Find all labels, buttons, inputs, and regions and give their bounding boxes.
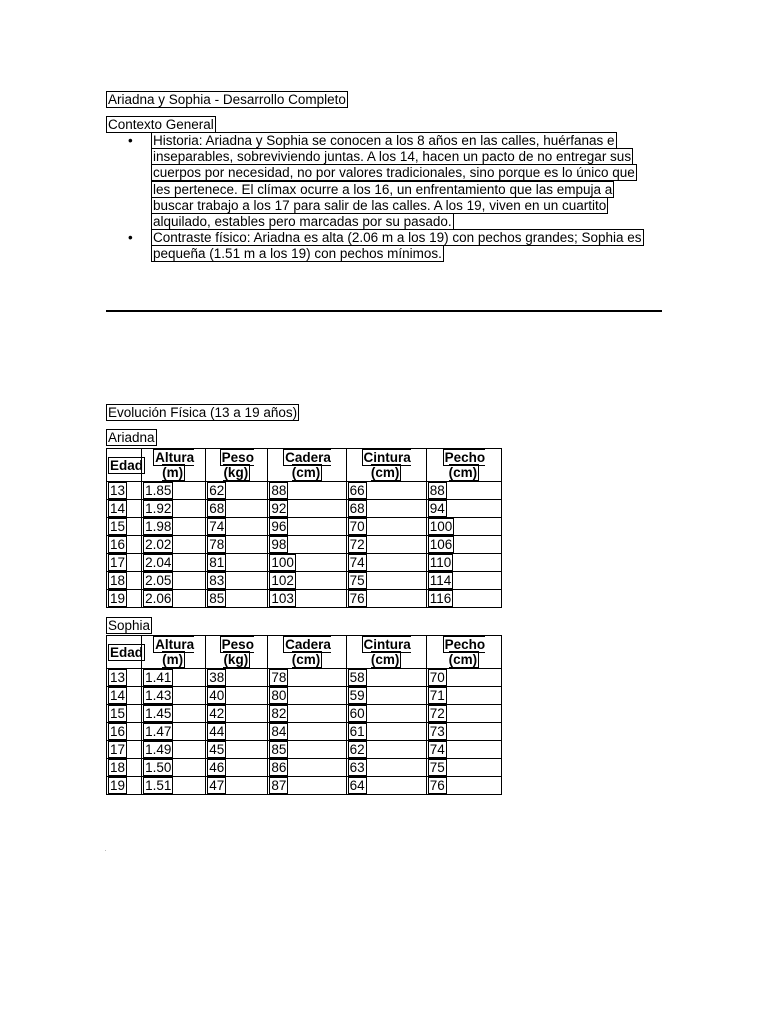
table-cell: 38: [206, 669, 268, 687]
table-row: [107, 536, 502, 554]
table-cell: 2.02: [142, 536, 206, 554]
table-label-ariadna: Ariadna: [108, 430, 155, 445]
document-title: Ariadna y Sophia - Desarrollo Completo: [108, 92, 346, 107]
sophia-table-body: [107, 669, 502, 795]
table-cell: 98: [268, 536, 346, 554]
table-cell: 19: [107, 777, 142, 795]
table-cell: 59: [346, 687, 426, 705]
table-cell: 68: [206, 500, 268, 518]
table-row: [107, 705, 502, 723]
section-heading-evolution: Evolución Física (13 a 19 años): [108, 405, 298, 420]
table-cell: 70: [426, 669, 501, 687]
table-cell: 14: [107, 500, 142, 518]
table-cell: 1.50: [142, 759, 206, 777]
table-cell: 61: [346, 723, 426, 741]
table-header-row: [107, 636, 502, 669]
table-cell: 86: [268, 759, 346, 777]
table-cell: 74: [426, 741, 501, 759]
table-cell: 92: [268, 500, 346, 518]
header-edad: Edad: [107, 449, 142, 482]
table-cell: 1.41: [142, 669, 206, 687]
bullet-dot-icon: •: [128, 230, 133, 246]
table-cell: 58: [346, 669, 426, 687]
table-row: [107, 500, 502, 518]
table-cell: 13: [107, 669, 142, 687]
table-cell: 16: [107, 723, 142, 741]
header-cadera: Cadera (cm): [268, 449, 346, 482]
header-edad: Edad: [107, 636, 142, 669]
table-cell: 71: [426, 687, 501, 705]
table-cell: 62: [206, 482, 268, 500]
table-cell: 14: [107, 687, 142, 705]
table-cell: 73: [426, 723, 501, 741]
table-cell: 94: [426, 500, 501, 518]
table-cell: 74: [346, 554, 426, 572]
table-cell: 40: [206, 687, 268, 705]
table-cell: 88: [426, 482, 501, 500]
table-cell: 83: [206, 572, 268, 590]
table-cell: 103: [268, 590, 346, 608]
horizontal-divider: [106, 310, 662, 312]
table-cell: 82: [268, 705, 346, 723]
header-peso: Peso (kg): [206, 636, 268, 669]
table-cell: 1.49: [142, 741, 206, 759]
table-cell: 1.92: [142, 500, 206, 518]
table-cell: 62: [346, 741, 426, 759]
table-cell: 76: [426, 777, 501, 795]
table-cell: 45: [206, 741, 268, 759]
table-cell: 2.04: [142, 554, 206, 572]
table-cell: 110: [426, 554, 501, 572]
table-cell: 85: [206, 590, 268, 608]
table-row: [107, 518, 502, 536]
bullet-physical-contrast: [106, 230, 651, 262]
table-cell: 17: [107, 554, 142, 572]
table-row: [107, 572, 502, 590]
sophia-table: [106, 635, 502, 795]
table-header-row: [107, 449, 502, 482]
table-cell: 84: [268, 723, 346, 741]
table-cell: 116: [426, 590, 501, 608]
table-cell: 60: [346, 705, 426, 723]
table-cell: 76: [346, 590, 426, 608]
page-speck: [105, 850, 106, 851]
table-cell: 64: [346, 777, 426, 795]
table-cell: 19: [107, 590, 142, 608]
table-row: [107, 759, 502, 777]
section-heading-context: Contexto General: [108, 117, 214, 132]
context-bullet-list: [106, 133, 651, 263]
header-altura: Altura (m): [142, 449, 206, 482]
header-pecho: Pecho (cm): [426, 636, 501, 669]
header-peso: Peso (kg): [206, 449, 268, 482]
table-cell: 72: [426, 705, 501, 723]
table-row: [107, 777, 502, 795]
table-cell: 78: [268, 669, 346, 687]
table-cell: 1.45: [142, 705, 206, 723]
table-cell: 114: [426, 572, 501, 590]
table-cell: 13: [107, 482, 142, 500]
table-cell: 78: [206, 536, 268, 554]
table-cell: 102: [268, 572, 346, 590]
header-cintura: Cintura (cm): [346, 636, 426, 669]
table-cell: 46: [206, 759, 268, 777]
table-cell: 1.47: [142, 723, 206, 741]
table-label-sophia: Sophia: [108, 618, 151, 633]
table-cell: 66: [346, 482, 426, 500]
table-cell: 85: [268, 741, 346, 759]
table-row: [107, 590, 502, 608]
table-cell: 75: [426, 759, 501, 777]
table-row: [107, 741, 502, 759]
table-cell: 106: [426, 536, 501, 554]
table-cell: 2.06: [142, 590, 206, 608]
table-cell: 96: [268, 518, 346, 536]
ariadna-table-body: [107, 482, 502, 608]
header-cadera: Cadera (cm): [268, 636, 346, 669]
table-cell: 18: [107, 572, 142, 590]
header-altura: Altura (m): [142, 636, 206, 669]
table-cell: 47: [206, 777, 268, 795]
table-cell: 1.51: [142, 777, 206, 795]
table-cell: 74: [206, 518, 268, 536]
table-cell: 18: [107, 759, 142, 777]
table-row: [107, 554, 502, 572]
header-cintura: Cintura (cm): [346, 449, 426, 482]
table-row: [107, 723, 502, 741]
table-cell: 1.85: [142, 482, 206, 500]
table-cell: 75: [346, 572, 426, 590]
table-cell: 63: [346, 759, 426, 777]
table-cell: 44: [206, 723, 268, 741]
table-cell: 1.98: [142, 518, 206, 536]
table-cell: 16: [107, 536, 142, 554]
bullet-history: [106, 133, 651, 230]
table-cell: 15: [107, 518, 142, 536]
table-row: [107, 669, 502, 687]
table-cell: 17: [107, 741, 142, 759]
table-cell: 100: [268, 554, 346, 572]
bullet-contrast-text: Contraste físico: Ariadna es alta (2.06 m a los 19) con pechos grandes; Sophia es pequeña (1.51 m a los 19) con pechos mínimos.: [153, 230, 642, 262]
table-cell: 72: [346, 536, 426, 554]
table-row: [107, 482, 502, 500]
ariadna-table: [106, 448, 502, 608]
table-cell: 88: [268, 482, 346, 500]
table-cell: 70: [346, 518, 426, 536]
bullet-history-text: Historia: Ariadna y Sophia se conocen a los 8 años en las calles, huérfanas e inseparables, sobreviviendo juntas. A los 14, hacen un pacto de no entregar sus cuerpos por necesidad, no por valores tradicionales, sino porque es lo único que les pertenece. El clímax ocurre a los 16, un enfrentamiento que las empuja a buscar trabajo a los 17 para salir de las calles. A los 19, viven en un cuartito alquilado, estables pero marcadas por su pasado.: [153, 133, 635, 230]
header-pecho: Pecho (cm): [426, 449, 501, 482]
table-cell: 1.43: [142, 687, 206, 705]
bullet-dot-icon: •: [128, 133, 133, 148]
table-cell: 81: [206, 554, 268, 572]
table-cell: 2.05: [142, 572, 206, 590]
table-cell: 42: [206, 705, 268, 723]
table-row: [107, 687, 502, 705]
table-cell: 80: [268, 687, 346, 705]
table-cell: 15: [107, 705, 142, 723]
table-cell: 68: [346, 500, 426, 518]
table-cell: 100: [426, 518, 501, 536]
table-cell: 87: [268, 777, 346, 795]
